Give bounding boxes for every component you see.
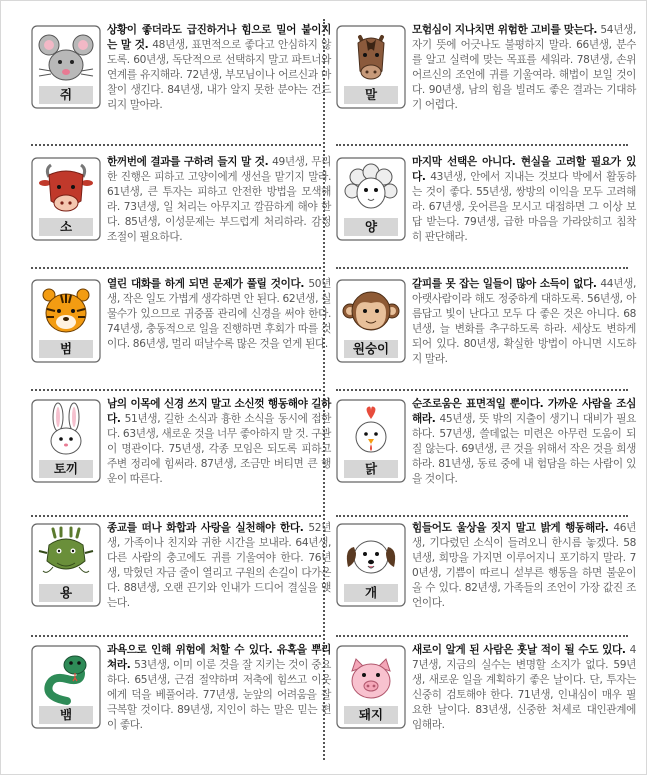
ox-icon (31, 157, 101, 241)
zodiac-name: 뱀 (39, 706, 93, 724)
fortune-body: 49년생, 무리한 진행은 피하고 고양이에게 생선을 맡기지 말라. 61년생, 큰 투자는 피하고 안전한 방법을 모색해라. 73년생, 일 처리는 아무지고 깔끔하게 해야 한다. 85년생, 이성문제는 부드럽게 처리하라. 감정조절이 필요하다. (107, 156, 331, 243)
fortune-body: 47년생, 지금의 실수는 변명할 소지가 없다. 59년생, 새로운 일을 계획하기 좋은 날이다. 단, 투자는 신중히 검토해야 한다. 71년생, 인내심이 매우 필요한 날이다. 83년생, 신중한 처세로 대인관계에 임해라. (412, 644, 636, 731)
fortune-headline: 순조로움은 표면적일 뿐이다. 가까운 사람을 조심해라. (412, 398, 636, 425)
zodiac-entry-rooster (336, 397, 636, 487)
zodiac-name: 원숭이 (344, 340, 398, 358)
row-divider (31, 389, 321, 391)
snake-icon (31, 645, 101, 729)
fortune-body: 44년생, 아랫사람이라 해도 정중하게 대하도록. 56년생, 아름답고 빛이 난다고 모두 다 좋은 것은 아니다. 68년생, 늘 변화를 추구하도록 하라. 세상도 변하게 되어 있다. 80년생, 확실한 방법이 아니면 시도하지 말라. (412, 278, 636, 365)
fortune-body: 46년생, 기다렸던 소식이 들려오니 한시름 놓겠다. 58년생, 희망을 가지면 이루어지니 포기하지 말라. 70년생, 기쁨이 따르니 섣부른 행동을 하면 불운이 올 수 있다. 82년생, 가족들의 조언이 가장 값진 조언이다. (412, 522, 636, 609)
zodiac-entry-monkey (336, 277, 636, 367)
tiger-icon (31, 279, 101, 363)
zodiac-entry-pig (336, 643, 636, 733)
rat-icon (31, 25, 101, 109)
zodiac-name: 양 (344, 218, 398, 236)
fortune-body: 48년생, 표면적으로 좋다고 안심하지 않도록. 60년생, 독단적으로 선택하지 말고 파트너와 연계를 유지해라. 72년생, 부모님이나 어르신과 마찰이 생긴다. 84년생, 내가 알지 못한 분야는 건드리지 말아라. (107, 39, 332, 111)
fortune-headline: 종교를 떠나 화합과 사랑을 실천해야 한다. (107, 522, 309, 534)
fortune-body: 51년생, 길한 소식과 흉한 소식을 동시에 접한다. 63년생, 새로운 것을 너무 좋아하지 말 것. 구관이 명관이다. 75년생, 각종 모임은 되도록 피하고 주변 정리에 힘써라. 87년생, 조금만 버티면 큰 행운이 따른다. (107, 413, 331, 485)
zodiac-entry-sheep (336, 155, 636, 245)
zodiac-name: 말 (344, 86, 398, 104)
fortune-body: 50년생, 작은 일도 가볍게 생각하면 안 된다. 62년생, 실물수가 있으므로 귀중품 관리에 신경을 써야 한다. 74년생, 충동적으로 일을 진행하면 후회가 따를 것이다. 86년생, 멀리 떠날수록 많은 것을 얻게 된다. (107, 278, 331, 350)
fortune-body: 54년생, 자기 뜻에 어긋나도 불평하지 말라. 66년생, 분수를 알고 실력에 맞는 목표를 세워라. 78년생, 손위 어르신의 조언에 귀를 기울여라. 해법이 보일 것이다. 90년생, 남의 힘을 빌려도 좋은 결과는 기대하기 어렵다. (412, 24, 636, 111)
fortune-headline: 한꺼번에 결과를 구하려 들지 말 것. (107, 156, 273, 168)
fortune-headline: 마지막 선택은 아니다. 현실을 고려할 필요가 있다. (412, 156, 636, 183)
fortune-headline: 새로이 알게 된 사람은 훗날 적이 될 수도 있다. (412, 644, 630, 656)
sheep-icon (336, 157, 406, 241)
zodiac-entry-dog (336, 521, 636, 611)
dragon-icon (31, 523, 101, 607)
zodiac-name: 닭 (344, 460, 398, 478)
zodiac-entry-rat (31, 23, 331, 113)
zodiac-name: 토끼 (39, 460, 93, 478)
zodiac-entry-horse (336, 23, 636, 113)
fortune-headline: 열린 대화를 하게 되면 문제가 풀릴 것이다. (107, 278, 309, 290)
dog-icon (336, 523, 406, 607)
fortune-body: 52년생, 가족이나 친지와 귀한 시간을 보내라. 64년생, 다른 사람의 충고에도 귀를 기울여야 한다. 76년생, 막혔던 자금 줄이 열리고 구원의 손길이 다가온다. 88년생, 오랜 끈기와 인내가 드디어 결실을 맺는다. (107, 522, 331, 609)
rabbit-icon (31, 399, 101, 483)
rooster-icon (336, 399, 406, 483)
row-divider (336, 389, 628, 391)
fortune-body: 45년생, 뜻 밖의 지출이 생기니 대비가 필요하다. 57년생, 쓸데없는 미련은 아무런 도움이 되질 않는다. 69년생, 큰 것을 위해서 작은 것을 희생하라. 81년생, 동료 중에 내 험담을 하는 사람이 있을 것이다. (412, 413, 637, 485)
row-divider (31, 144, 321, 146)
zodiac-name: 용 (39, 584, 93, 602)
row-divider (336, 144, 628, 146)
zodiac-name: 소 (39, 218, 93, 236)
pig-icon (336, 645, 406, 729)
zodiac-name: 돼지 (344, 706, 398, 724)
zodiac-name: 개 (344, 584, 398, 602)
fortune-body: 53년생, 이미 이룬 것을 잘 지키는 것이 중요하다. 65년생, 근검 절약하며 저축에 힘쓰고 이웃에게 덕을 베풀어라. 77년생, 눈앞의 어려움을 잘 극복할 것이다. 89년생, 지인이 하는 말은 믿는 편이 좋다. (107, 659, 332, 731)
zodiac-name: 쥐 (39, 86, 93, 104)
zodiac-entry-tiger (31, 277, 331, 364)
row-divider (31, 267, 321, 269)
row-divider (336, 635, 628, 637)
fortune-headline: 남의 이목에 신경 쓰지 말고 소신껏 행동해야 길하다. (107, 398, 331, 425)
zodiac-entry-snake (31, 643, 331, 733)
monkey-icon (336, 279, 406, 363)
horse-icon (336, 25, 406, 109)
fortune-headline: 상황이 좋더라도 급진하거나 힘으로 밀어 붙이지는 말 것. (107, 24, 331, 51)
zodiac-entry-rabbit (31, 397, 331, 487)
fortune-headline: 과욕으로 인해 위험에 처할 수 있다. 유혹을 뿌리쳐라. (107, 644, 331, 671)
zodiac-name: 범 (39, 340, 93, 358)
zodiac-entry-dragon (31, 521, 331, 611)
fortune-body: 43년생, 안에서 지내는 것보다 박에서 활동하는 것이 좋다. 55년생, 쌍방의 이익을 모두 고려해라. 67년생, 웃어른을 모시고 대접하면 그 이상 보답 받는다. 79년생, 급한 마음을 가라앉히고 침착히 판단해라. (412, 171, 636, 243)
row-divider (336, 515, 628, 517)
fortune-headline: 갈피를 못 잡는 일들이 많아 소득이 없다. (412, 278, 601, 290)
fortune-headline: 모험심이 지나치면 위험한 고비를 맞는다. (412, 24, 601, 36)
row-divider (31, 635, 321, 637)
zodiac-entry-ox (31, 155, 331, 245)
row-divider (31, 515, 321, 517)
row-divider (336, 267, 628, 269)
fortune-headline: 힘들어도 울상을 짓지 말고 밝게 행동해라. (412, 522, 614, 534)
